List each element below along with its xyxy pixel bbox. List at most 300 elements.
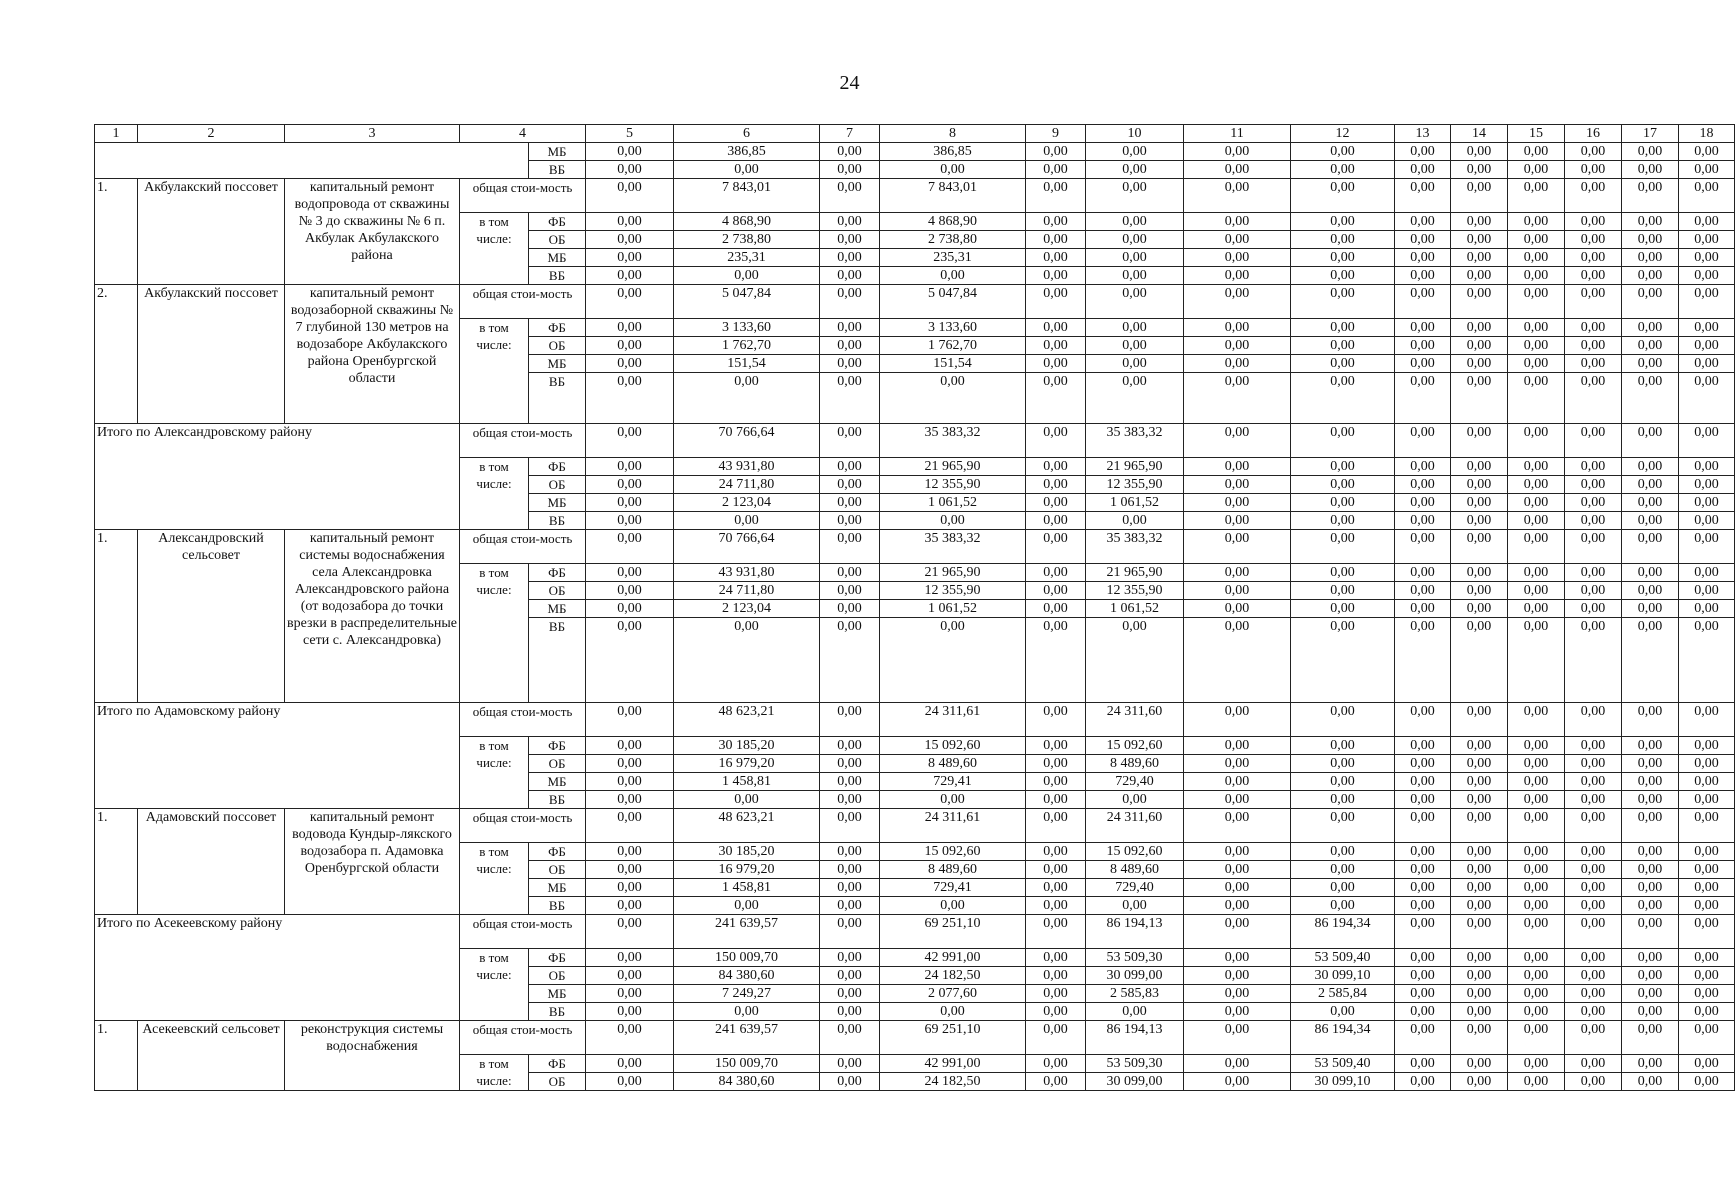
value-cell-col-8: 69 251,10 <box>880 915 1026 949</box>
value-cell-col-17: 0,00 <box>1622 143 1679 161</box>
value-cell-col-10: 0,00 <box>1086 1003 1184 1021</box>
value-cell-col-16: 0,00 <box>1565 143 1622 161</box>
value-cell-col-11: 0,00 <box>1184 231 1291 249</box>
fund-code: ОБ <box>529 967 586 985</box>
value-cell-col-14: 0,00 <box>1451 476 1508 494</box>
municipality-name: Александровский сельсовет <box>138 530 285 703</box>
value-cell-col-6: 2 123,04 <box>674 494 820 512</box>
value-cell-col-8: 1 061,52 <box>880 494 1026 512</box>
value-cell-col-15: 0,00 <box>1508 1073 1565 1091</box>
value-cell-col-14: 0,00 <box>1451 809 1508 843</box>
fund-code: ФБ <box>529 1055 586 1073</box>
value-cell-col-8: 15 092,60 <box>880 737 1026 755</box>
value-cell-col-17: 0,00 <box>1622 161 1679 179</box>
value-cell-col-16: 0,00 <box>1565 249 1622 267</box>
value-cell-col-8: 2 738,80 <box>880 231 1026 249</box>
value-cell-col-7: 0,00 <box>820 737 880 755</box>
value-cell-col-7: 0,00 <box>820 773 880 791</box>
value-cell-col-18: 0,00 <box>1679 1021 1735 1055</box>
value-cell-col-17: 0,00 <box>1622 249 1679 267</box>
value-cell-col-12: 2 585,84 <box>1291 985 1395 1003</box>
fund-code: ВБ <box>529 161 586 179</box>
fund-code: ВБ <box>529 618 586 703</box>
value-cell-col-15: 0,00 <box>1508 861 1565 879</box>
value-cell-col-15: 0,00 <box>1508 373 1565 424</box>
value-cell-col-7: 0,00 <box>820 703 880 737</box>
value-cell-col-6: 386,85 <box>674 143 820 161</box>
value-cell-col-8: 24 311,61 <box>880 809 1026 843</box>
value-cell-col-15: 0,00 <box>1508 755 1565 773</box>
value-cell-col-6: 0,00 <box>674 512 820 530</box>
value-cell-col-18: 0,00 <box>1679 843 1735 861</box>
value-cell-col-15: 0,00 <box>1508 564 1565 582</box>
value-cell-col-18: 0,00 <box>1679 600 1735 618</box>
value-cell-col-16: 0,00 <box>1565 319 1622 337</box>
value-cell-col-13: 0,00 <box>1395 773 1451 791</box>
value-cell-col-11: 0,00 <box>1184 143 1291 161</box>
value-cell-col-15: 0,00 <box>1508 512 1565 530</box>
value-cell-col-8: 0,00 <box>880 373 1026 424</box>
value-cell-col-7: 0,00 <box>820 249 880 267</box>
value-cell-col-18: 0,00 <box>1679 967 1735 985</box>
value-cell-col-15: 0,00 <box>1508 213 1565 231</box>
value-cell-col-10: 53 509,30 <box>1086 1055 1184 1073</box>
value-cell-col-17: 0,00 <box>1622 458 1679 476</box>
fund-code: ФБ <box>529 213 586 231</box>
value-cell-col-5: 0,00 <box>586 737 674 755</box>
value-cell-col-17: 0,00 <box>1622 512 1679 530</box>
value-cell-col-7: 0,00 <box>820 337 880 355</box>
value-cell-col-8: 0,00 <box>880 161 1026 179</box>
col-header-8: 8 <box>880 125 1026 143</box>
work-description: реконструкция системы водоснабжения <box>285 1021 460 1091</box>
item-total-row <box>95 179 1735 213</box>
item-number: 1. <box>95 179 138 285</box>
value-cell-col-6: 48 623,21 <box>674 703 820 737</box>
value-cell-col-13: 0,00 <box>1395 249 1451 267</box>
value-cell-col-13: 0,00 <box>1395 476 1451 494</box>
value-cell-col-8: 0,00 <box>880 791 1026 809</box>
value-cell-col-13: 0,00 <box>1395 703 1451 737</box>
value-cell-col-7: 0,00 <box>820 267 880 285</box>
value-cell-col-11: 0,00 <box>1184 703 1291 737</box>
value-cell-col-13: 0,00 <box>1395 600 1451 618</box>
value-cell-col-18: 0,00 <box>1679 249 1735 267</box>
value-cell-col-6: 5 047,84 <box>674 285 820 319</box>
value-cell-col-16: 0,00 <box>1565 755 1622 773</box>
value-cell-col-12: 0,00 <box>1291 755 1395 773</box>
municipality-name: Асекеевский сельсовет <box>138 1021 285 1091</box>
value-cell-col-12: 0,00 <box>1291 373 1395 424</box>
value-cell-col-10: 0,00 <box>1086 897 1184 915</box>
value-cell-col-6: 0,00 <box>674 161 820 179</box>
value-cell-col-7: 0,00 <box>820 424 880 458</box>
column-number-row <box>95 125 1735 143</box>
value-cell-col-12: 53 509,40 <box>1291 949 1395 967</box>
value-cell-col-18: 0,00 <box>1679 231 1735 249</box>
fund-code: ФБ <box>529 843 586 861</box>
value-cell-col-6: 70 766,64 <box>674 530 820 564</box>
value-cell-col-7: 0,00 <box>820 897 880 915</box>
fund-code: ФБ <box>529 319 586 337</box>
value-cell-col-12: 0,00 <box>1291 143 1395 161</box>
value-cell-col-17: 0,00 <box>1622 582 1679 600</box>
value-cell-col-13: 0,00 <box>1395 373 1451 424</box>
value-cell-col-16: 0,00 <box>1565 458 1622 476</box>
value-cell-col-5: 0,00 <box>586 1003 674 1021</box>
value-cell-col-7: 0,00 <box>820 373 880 424</box>
value-cell-col-9: 0,00 <box>1026 1003 1086 1021</box>
value-cell-col-10: 0,00 <box>1086 143 1184 161</box>
value-cell-col-14: 0,00 <box>1451 179 1508 213</box>
value-cell-col-13: 0,00 <box>1395 985 1451 1003</box>
value-cell-col-15: 0,00 <box>1508 458 1565 476</box>
value-cell-col-13: 0,00 <box>1395 809 1451 843</box>
value-cell-col-9: 0,00 <box>1026 231 1086 249</box>
value-cell-col-12: 0,00 <box>1291 897 1395 915</box>
including-label: в том числе: <box>460 949 529 1021</box>
value-cell-col-15: 0,00 <box>1508 231 1565 249</box>
value-cell-col-7: 0,00 <box>820 476 880 494</box>
col-header-18: 18 <box>1679 125 1735 143</box>
value-cell-col-16: 0,00 <box>1565 843 1622 861</box>
value-cell-col-10: 0,00 <box>1086 179 1184 213</box>
value-cell-col-12: 86 194,34 <box>1291 915 1395 949</box>
value-cell-col-10: 21 965,90 <box>1086 564 1184 582</box>
value-cell-col-13: 0,00 <box>1395 1021 1451 1055</box>
value-cell-col-14: 0,00 <box>1451 755 1508 773</box>
value-cell-col-11: 0,00 <box>1184 213 1291 231</box>
value-cell-col-10: 8 489,60 <box>1086 755 1184 773</box>
value-cell-col-7: 0,00 <box>820 843 880 861</box>
value-cell-col-6: 0,00 <box>674 267 820 285</box>
value-cell-col-7: 0,00 <box>820 915 880 949</box>
value-cell-col-5: 0,00 <box>586 1021 674 1055</box>
value-cell-col-18: 0,00 <box>1679 285 1735 319</box>
value-cell-col-8: 1 762,70 <box>880 337 1026 355</box>
value-cell-col-11: 0,00 <box>1184 773 1291 791</box>
value-cell-col-16: 0,00 <box>1565 1073 1622 1091</box>
value-cell-col-18: 0,00 <box>1679 564 1735 582</box>
value-cell-col-17: 0,00 <box>1622 494 1679 512</box>
value-cell-col-14: 0,00 <box>1451 337 1508 355</box>
value-cell-col-6: 2 738,80 <box>674 231 820 249</box>
value-cell-col-13: 0,00 <box>1395 1055 1451 1073</box>
value-cell-col-15: 0,00 <box>1508 179 1565 213</box>
value-cell-col-17: 0,00 <box>1622 737 1679 755</box>
value-cell-col-14: 0,00 <box>1451 285 1508 319</box>
value-cell-col-9: 0,00 <box>1026 373 1086 424</box>
value-cell-col-18: 0,00 <box>1679 915 1735 949</box>
value-cell-col-9: 0,00 <box>1026 703 1086 737</box>
value-cell-col-17: 0,00 <box>1622 967 1679 985</box>
value-cell-col-8: 0,00 <box>880 267 1026 285</box>
value-cell-col-17: 0,00 <box>1622 179 1679 213</box>
value-cell-col-9: 0,00 <box>1026 1073 1086 1091</box>
value-cell-col-15: 0,00 <box>1508 161 1565 179</box>
value-cell-col-6: 84 380,60 <box>674 1073 820 1091</box>
value-cell-col-15: 0,00 <box>1508 967 1565 985</box>
value-cell-col-9: 0,00 <box>1026 861 1086 879</box>
value-cell-col-17: 0,00 <box>1622 373 1679 424</box>
value-cell-col-7: 0,00 <box>820 213 880 231</box>
value-cell-col-10: 0,00 <box>1086 512 1184 530</box>
value-cell-col-17: 0,00 <box>1622 231 1679 249</box>
value-cell-col-5: 0,00 <box>586 494 674 512</box>
value-cell-col-15: 0,00 <box>1508 773 1565 791</box>
value-cell-col-9: 0,00 <box>1026 476 1086 494</box>
value-cell-col-17: 0,00 <box>1622 285 1679 319</box>
value-cell-col-18: 0,00 <box>1679 319 1735 337</box>
value-cell-col-6: 7 249,27 <box>674 985 820 1003</box>
value-cell-col-16: 0,00 <box>1565 600 1622 618</box>
value-cell-col-9: 0,00 <box>1026 319 1086 337</box>
value-cell-col-13: 0,00 <box>1395 1073 1451 1091</box>
fund-row <box>95 143 1735 161</box>
value-cell-col-9: 0,00 <box>1026 161 1086 179</box>
value-cell-col-14: 0,00 <box>1451 424 1508 458</box>
total-cost-label: общая стои-мость <box>460 530 586 564</box>
value-cell-col-11: 0,00 <box>1184 355 1291 373</box>
value-cell-col-10: 35 383,32 <box>1086 424 1184 458</box>
page-number: 24 <box>839 72 860 94</box>
value-cell-col-5: 0,00 <box>586 1073 674 1091</box>
value-cell-col-12: 0,00 <box>1291 424 1395 458</box>
value-cell-col-13: 0,00 <box>1395 285 1451 319</box>
value-cell-col-10: 53 509,30 <box>1086 949 1184 967</box>
value-cell-col-15: 0,00 <box>1508 809 1565 843</box>
value-cell-col-5: 0,00 <box>586 755 674 773</box>
value-cell-col-5: 0,00 <box>586 600 674 618</box>
value-cell-col-8: 69 251,10 <box>880 1021 1026 1055</box>
value-cell-col-5: 0,00 <box>586 319 674 337</box>
table-body <box>95 125 1735 1091</box>
value-cell-col-17: 0,00 <box>1622 355 1679 373</box>
district-title: Итого по Адамовскому району <box>95 703 460 809</box>
value-cell-col-11: 0,00 <box>1184 861 1291 879</box>
value-cell-col-10: 0,00 <box>1086 249 1184 267</box>
value-cell-col-14: 0,00 <box>1451 530 1508 564</box>
value-cell-col-9: 0,00 <box>1026 355 1086 373</box>
value-cell-col-16: 0,00 <box>1565 267 1622 285</box>
col-header-7: 7 <box>820 125 880 143</box>
value-cell-col-8: 12 355,90 <box>880 476 1026 494</box>
value-cell-col-5: 0,00 <box>586 985 674 1003</box>
value-cell-col-5: 0,00 <box>586 476 674 494</box>
value-cell-col-12: 0,00 <box>1291 1003 1395 1021</box>
value-cell-col-10: 0,00 <box>1086 355 1184 373</box>
value-cell-col-9: 0,00 <box>1026 213 1086 231</box>
value-cell-col-6: 7 843,01 <box>674 179 820 213</box>
value-cell-col-14: 0,00 <box>1451 618 1508 703</box>
value-cell-col-16: 0,00 <box>1565 618 1622 703</box>
value-cell-col-7: 0,00 <box>820 600 880 618</box>
value-cell-col-14: 0,00 <box>1451 773 1508 791</box>
value-cell-col-13: 0,00 <box>1395 494 1451 512</box>
value-cell-col-11: 0,00 <box>1184 161 1291 179</box>
value-cell-col-18: 0,00 <box>1679 337 1735 355</box>
value-cell-col-13: 0,00 <box>1395 949 1451 967</box>
item-number: 1. <box>95 809 138 915</box>
value-cell-col-12: 30 099,10 <box>1291 1073 1395 1091</box>
including-label: в том числе: <box>460 458 529 530</box>
value-cell-col-12: 0,00 <box>1291 458 1395 476</box>
value-cell-col-10: 35 383,32 <box>1086 530 1184 564</box>
col-header-6: 6 <box>674 125 820 143</box>
value-cell-col-14: 0,00 <box>1451 897 1508 915</box>
value-cell-col-17: 0,00 <box>1622 809 1679 843</box>
item-total-row <box>95 530 1735 564</box>
value-cell-col-9: 0,00 <box>1026 424 1086 458</box>
value-cell-col-8: 729,41 <box>880 773 1026 791</box>
total-cost-label: общая стои-мость <box>460 285 586 319</box>
value-cell-col-14: 0,00 <box>1451 267 1508 285</box>
municipality-name: Акбулакский поссовет <box>138 285 285 424</box>
value-cell-col-6: 4 868,90 <box>674 213 820 231</box>
value-cell-col-16: 0,00 <box>1565 949 1622 967</box>
value-cell-col-12: 0,00 <box>1291 861 1395 879</box>
value-cell-col-12: 0,00 <box>1291 737 1395 755</box>
value-cell-col-8: 151,54 <box>880 355 1026 373</box>
value-cell-col-16: 0,00 <box>1565 564 1622 582</box>
value-cell-col-12: 0,00 <box>1291 791 1395 809</box>
value-cell-col-18: 0,00 <box>1679 703 1735 737</box>
value-cell-col-13: 0,00 <box>1395 512 1451 530</box>
value-cell-col-12: 0,00 <box>1291 231 1395 249</box>
value-cell-col-10: 24 311,60 <box>1086 703 1184 737</box>
value-cell-col-15: 0,00 <box>1508 791 1565 809</box>
value-cell-col-8: 4 868,90 <box>880 213 1026 231</box>
value-cell-col-16: 0,00 <box>1565 1055 1622 1073</box>
value-cell-col-15: 0,00 <box>1508 530 1565 564</box>
value-cell-col-16: 0,00 <box>1565 337 1622 355</box>
value-cell-col-6: 241 639,57 <box>674 915 820 949</box>
value-cell-col-17: 0,00 <box>1622 897 1679 915</box>
value-cell-col-15: 0,00 <box>1508 285 1565 319</box>
value-cell-col-7: 0,00 <box>820 458 880 476</box>
value-cell-col-5: 0,00 <box>586 231 674 249</box>
value-cell-col-10: 0,00 <box>1086 337 1184 355</box>
value-cell-col-16: 0,00 <box>1565 985 1622 1003</box>
value-cell-col-12: 0,00 <box>1291 582 1395 600</box>
value-cell-col-18: 0,00 <box>1679 897 1735 915</box>
value-cell-col-7: 0,00 <box>820 231 880 249</box>
value-cell-col-5: 0,00 <box>586 564 674 582</box>
value-cell-col-7: 0,00 <box>820 1003 880 1021</box>
value-cell-col-9: 0,00 <box>1026 949 1086 967</box>
total-cost-label: общая стои-мость <box>460 915 586 949</box>
value-cell-col-11: 0,00 <box>1184 949 1291 967</box>
value-cell-col-15: 0,00 <box>1508 476 1565 494</box>
fund-code: МБ <box>529 985 586 1003</box>
value-cell-col-17: 0,00 <box>1622 1021 1679 1055</box>
col-header-10: 10 <box>1086 125 1184 143</box>
including-label: в том числе: <box>460 737 529 809</box>
value-cell-col-12: 0,00 <box>1291 213 1395 231</box>
value-cell-col-8: 8 489,60 <box>880 755 1026 773</box>
value-cell-col-9: 0,00 <box>1026 1055 1086 1073</box>
value-cell-col-13: 0,00 <box>1395 424 1451 458</box>
value-cell-col-9: 0,00 <box>1026 879 1086 897</box>
value-cell-col-14: 0,00 <box>1451 1003 1508 1021</box>
value-cell-col-7: 0,00 <box>820 319 880 337</box>
value-cell-col-7: 0,00 <box>820 879 880 897</box>
value-cell-col-6: 0,00 <box>674 791 820 809</box>
col-header-3: 3 <box>285 125 460 143</box>
value-cell-col-6: 48 623,21 <box>674 809 820 843</box>
col-header-14: 14 <box>1451 125 1508 143</box>
value-cell-col-8: 35 383,32 <box>880 530 1026 564</box>
value-cell-col-11: 0,00 <box>1184 1055 1291 1073</box>
work-description: капитальный ремонт водопровода от скважины № 3 до скважины № 6 п. Акбулак Акбулакского района <box>285 179 460 285</box>
value-cell-col-6: 24 711,80 <box>674 476 820 494</box>
fund-code: ОБ <box>529 231 586 249</box>
value-cell-col-13: 0,00 <box>1395 179 1451 213</box>
including-label: в том числе: <box>460 843 529 915</box>
district-total-row <box>95 703 1735 737</box>
value-cell-col-15: 0,00 <box>1508 897 1565 915</box>
value-cell-col-16: 0,00 <box>1565 494 1622 512</box>
value-cell-col-11: 0,00 <box>1184 249 1291 267</box>
value-cell-col-18: 0,00 <box>1679 985 1735 1003</box>
value-cell-col-12: 0,00 <box>1291 494 1395 512</box>
value-cell-col-15: 0,00 <box>1508 737 1565 755</box>
value-cell-col-13: 0,00 <box>1395 582 1451 600</box>
value-cell-col-11: 0,00 <box>1184 476 1291 494</box>
value-cell-col-17: 0,00 <box>1622 791 1679 809</box>
value-cell-col-16: 0,00 <box>1565 773 1622 791</box>
value-cell-col-6: 1 762,70 <box>674 337 820 355</box>
value-cell-col-7: 0,00 <box>820 1021 880 1055</box>
value-cell-col-11: 0,00 <box>1184 285 1291 319</box>
value-cell-col-13: 0,00 <box>1395 564 1451 582</box>
value-cell-col-7: 0,00 <box>820 985 880 1003</box>
value-cell-col-10: 0,00 <box>1086 618 1184 703</box>
continuation-cell <box>95 143 529 179</box>
value-cell-col-5: 0,00 <box>586 424 674 458</box>
value-cell-col-15: 0,00 <box>1508 494 1565 512</box>
value-cell-col-11: 0,00 <box>1184 843 1291 861</box>
value-cell-col-9: 0,00 <box>1026 143 1086 161</box>
value-cell-col-9: 0,00 <box>1026 985 1086 1003</box>
value-cell-col-10: 729,40 <box>1086 773 1184 791</box>
value-cell-col-9: 0,00 <box>1026 458 1086 476</box>
funding-table <box>94 124 1735 1091</box>
fund-code: ВБ <box>529 791 586 809</box>
value-cell-col-13: 0,00 <box>1395 161 1451 179</box>
col-header-16: 16 <box>1565 125 1622 143</box>
value-cell-col-15: 0,00 <box>1508 949 1565 967</box>
value-cell-col-18: 0,00 <box>1679 476 1735 494</box>
value-cell-col-6: 24 711,80 <box>674 582 820 600</box>
value-cell-col-10: 15 092,60 <box>1086 737 1184 755</box>
value-cell-col-5: 0,00 <box>586 915 674 949</box>
value-cell-col-18: 0,00 <box>1679 773 1735 791</box>
value-cell-col-14: 0,00 <box>1451 213 1508 231</box>
value-cell-col-15: 0,00 <box>1508 582 1565 600</box>
value-cell-col-7: 0,00 <box>820 530 880 564</box>
value-cell-col-13: 0,00 <box>1395 231 1451 249</box>
value-cell-col-14: 0,00 <box>1451 843 1508 861</box>
value-cell-col-5: 0,00 <box>586 373 674 424</box>
value-cell-col-14: 0,00 <box>1451 879 1508 897</box>
value-cell-col-16: 0,00 <box>1565 737 1622 755</box>
value-cell-col-11: 0,00 <box>1184 618 1291 703</box>
value-cell-col-6: 16 979,20 <box>674 861 820 879</box>
item-number: 1. <box>95 530 138 703</box>
value-cell-col-9: 0,00 <box>1026 618 1086 703</box>
fund-code: ФБ <box>529 949 586 967</box>
